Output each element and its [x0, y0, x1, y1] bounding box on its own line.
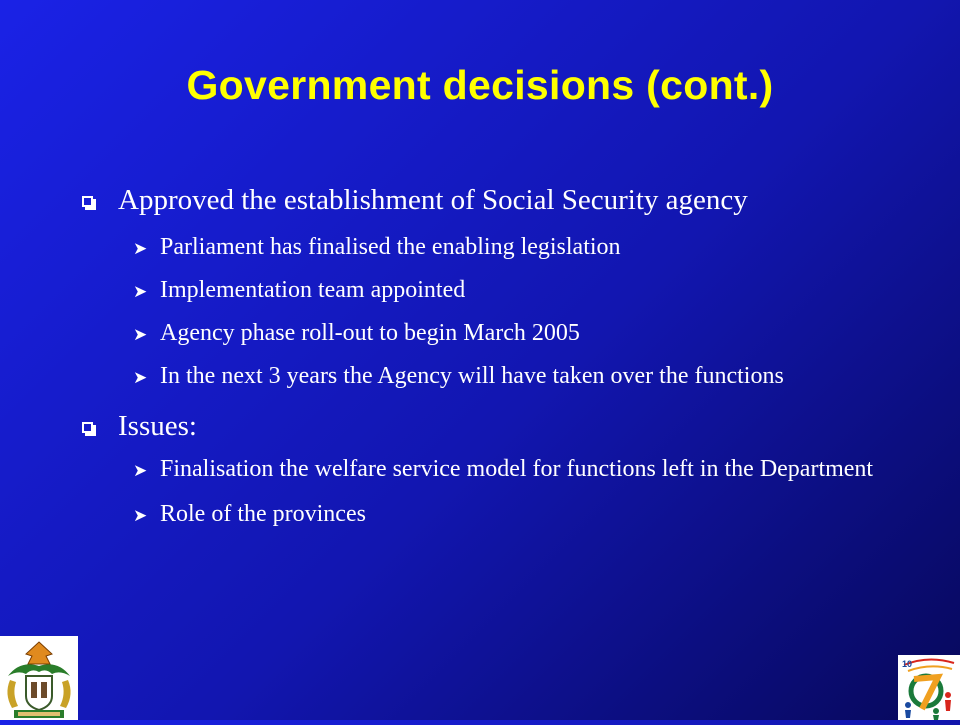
bullet-list	[82, 184, 882, 529]
list-item	[82, 276, 882, 305]
list-item-text: In the next 3 years the Agency will have taken over the functions	[160, 363, 784, 389]
list-item	[82, 410, 882, 443]
list-item-text: Approved the establishment of Social Security agency	[118, 184, 748, 216]
list-item	[82, 319, 882, 348]
list-item	[82, 233, 882, 262]
ten-years-logo-icon	[898, 655, 960, 720]
arrow-bullet-icon: ➤	[133, 239, 148, 259]
list-item	[82, 184, 882, 217]
coat-of-arms-icon	[0, 636, 78, 720]
list-item	[82, 500, 882, 529]
arrow-bullet-icon: ➤	[133, 461, 148, 481]
list-item-text: Parliament has finalised the enabling legislation	[160, 234, 621, 260]
square-bullet-icon	[82, 196, 93, 207]
list-item-text: Issues:	[118, 410, 197, 442]
list-item-text: Implementation team appointed	[160, 277, 466, 303]
list-item-text: Role of the provinces	[160, 501, 366, 527]
arrow-bullet-icon: ➤	[133, 368, 148, 388]
slide-title: Government decisions (cont.)	[186, 62, 774, 108]
arrow-bullet-icon: ➤	[133, 325, 148, 345]
square-bullet-icon	[82, 422, 93, 433]
list-item-text: Finalisation the welfare service model for functions left in the Department	[160, 456, 874, 482]
ten-years-logo-text: 10	[902, 659, 913, 669]
list-item	[82, 362, 882, 391]
arrow-bullet-icon: ➤	[133, 282, 148, 302]
arrow-bullet-icon: ➤	[133, 506, 148, 526]
list-item	[82, 455, 882, 484]
list-item-text: Agency phase roll-out to begin March 2005	[160, 320, 580, 346]
ten-years-logo	[898, 655, 960, 720]
